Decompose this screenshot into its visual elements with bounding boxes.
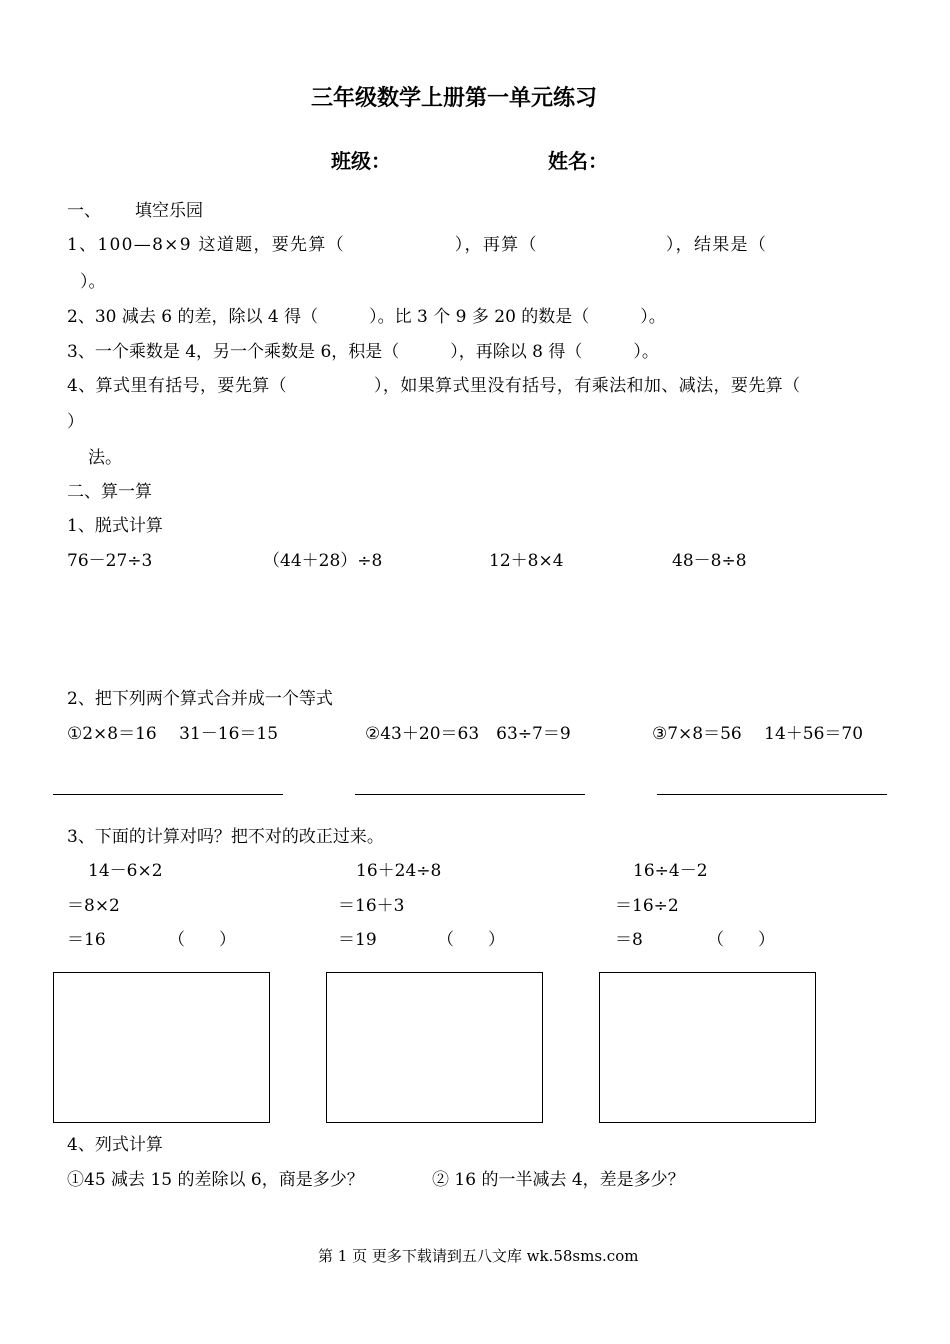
check-1-mark: （ ） (168, 930, 236, 950)
check-1-expr: 14－6×2 (88, 861, 163, 881)
name-label: 姓名： (548, 149, 608, 173)
sub2-title: 2、把下列两个算式合并成一个等式 (67, 689, 333, 709)
section2-heading: 二、算一算 (67, 482, 152, 502)
section1-heading: 填空乐园 (135, 201, 203, 221)
sub3-title: 3、下面的计算对吗？把不对的改正过来。 (67, 827, 384, 847)
check-1-step1: ＝8×2 (67, 896, 120, 916)
check-3-step1: ＝16÷2 (615, 896, 679, 916)
check-2-step2: ＝19 (338, 930, 377, 950)
correction-box-3 (599, 972, 816, 1123)
question-1-line1: 1、100—8×9 这道题，要先算（ ），再算（ ），结果是（ (67, 235, 768, 255)
merge-item-3: ③7×8＝56 14＋56＝70 (652, 724, 864, 744)
sub1-title: 1、脱式计算 (67, 516, 163, 536)
answer-line-1 (53, 794, 283, 795)
merge-item-1: ①2×8＝16 31－16＝15 (67, 724, 279, 744)
page-title: 三年级数学上册第一单元练习 (311, 86, 598, 111)
question-3: 3、一个乘数是 4，另一个乘数是 6，积是（ ），再除以 8 得（ ）。 (67, 342, 659, 362)
class-label: 班级： (331, 149, 391, 173)
check-3-mark: （ ） (707, 930, 775, 950)
check-2-mark: （ ） (437, 930, 505, 950)
calc-item-3: 12＋8×4 (489, 551, 564, 571)
answer-line-3 (657, 794, 887, 795)
correction-box-1 (53, 972, 270, 1123)
sub4-title: 4、列式计算 (67, 1135, 163, 1155)
check-3-expr: 16÷4－2 (633, 861, 708, 881)
word-problem-2: ② 16 的一半减去 4，差是多少？ (432, 1170, 685, 1190)
calc-item-2: （44＋28）÷8 (263, 551, 383, 571)
answer-line-2 (355, 794, 585, 795)
correction-box-2 (326, 972, 543, 1123)
question-4-line2: ） (67, 412, 84, 432)
question-4-line3: 法。 (88, 448, 122, 468)
check-1-step2: ＝16 (67, 930, 106, 950)
calc-item-1: 76－27÷3 (67, 551, 153, 571)
merge-item-2: ②43＋20＝63 63÷7＝9 (365, 724, 571, 744)
page-footer: 第 1 页 更多下载请到五八文库 wk.58sms.com (318, 1247, 639, 1265)
check-2-expr: 16＋24÷8 (356, 861, 442, 881)
section1-number: 一、 (67, 201, 101, 221)
word-problem-1: ①45 减去 15 的差除以 6，商是多少？ (67, 1170, 364, 1190)
question-4-line1: 4、算式里有括号，要先算（ ），如果算式里没有括号，有乘法和加、减法，要先算（ (67, 376, 801, 396)
check-3-step2: ＝8 (615, 930, 643, 950)
calc-item-4: 48－8÷8 (672, 551, 747, 571)
check-2-step1: ＝16＋3 (338, 896, 405, 916)
question-2: 2、30 减去 6 的差，除以 4 得（ ）。比 3 个 9 多 20 的数是（ ）。 (67, 307, 666, 327)
question-1-line2: ）。 (80, 272, 106, 292)
